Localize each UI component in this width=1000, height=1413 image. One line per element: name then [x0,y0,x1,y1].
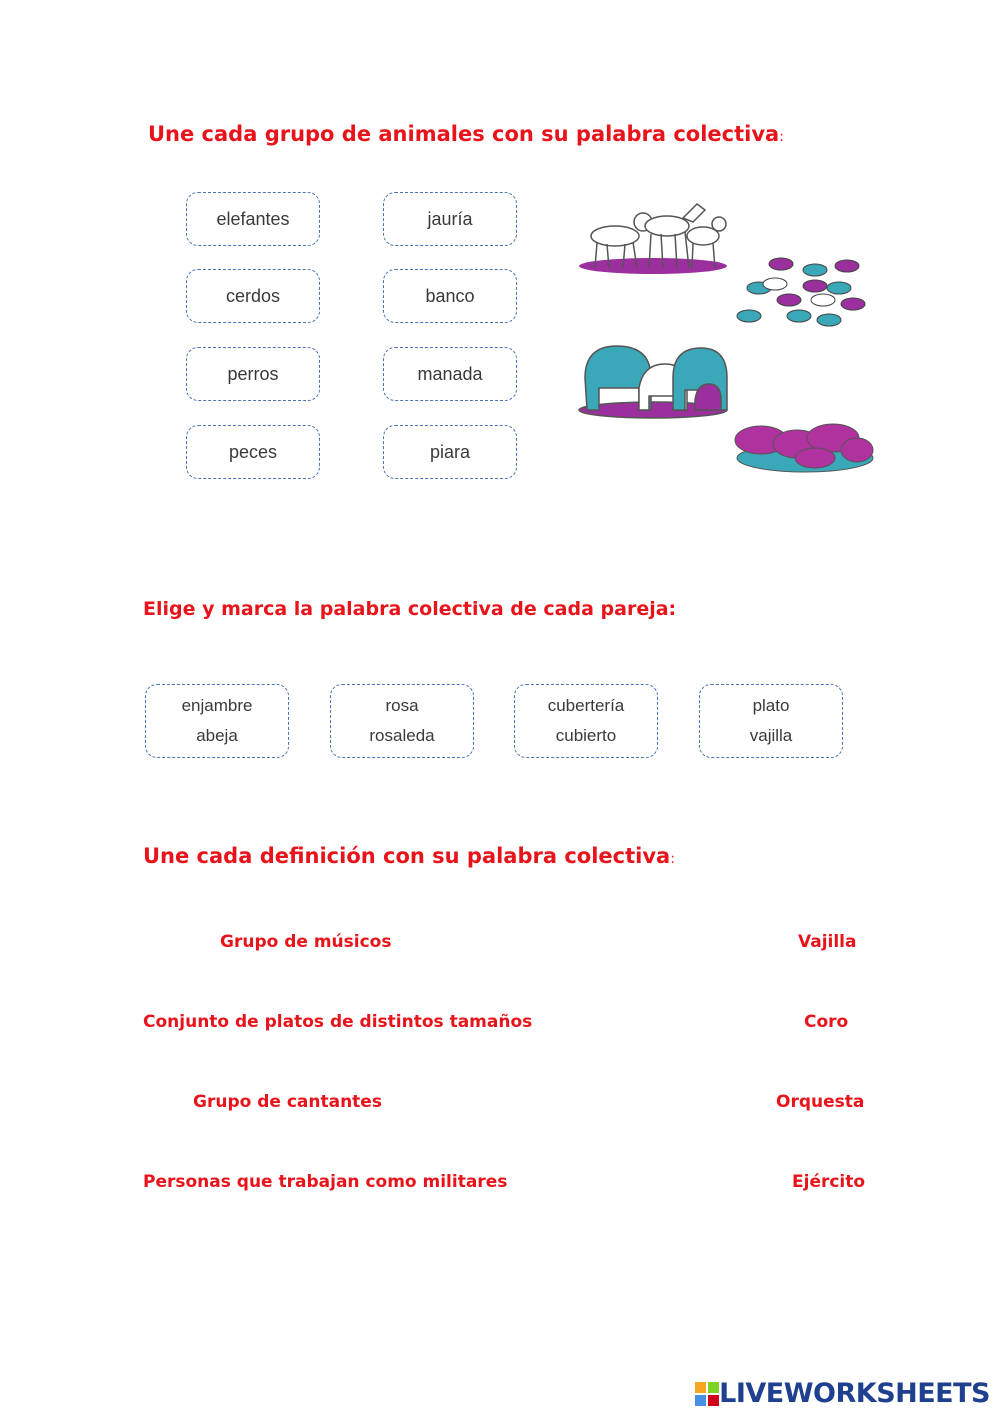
pair-box-1 [145,684,289,758]
pair-option-rosa[interactable]: rosa [385,696,419,715]
collective-word-item[interactable]: Orquesta [776,1092,865,1112]
definition-item[interactable]: Personas que trabajan como militares [143,1172,508,1192]
pair-option-rosaleda[interactable]: rosaleda [369,726,435,745]
definition-item[interactable]: Conjunto de platos de distintos tamaños [143,1012,533,1032]
pair-box-4 [699,684,843,758]
collective-word-item[interactable]: Vajilla [798,932,857,952]
section1-heading: Une cada grupo de animales con su palabra colectiva: [148,122,784,146]
pair-option-abeja[interactable]: abeja [196,726,238,745]
collective-box-banco[interactable]: banco [383,269,517,323]
collective-word-item[interactable]: Ejército [792,1172,866,1192]
pair-box-2 [330,684,474,758]
collective-box-jauria[interactable]: jauría [383,192,517,246]
pigs-group-icon[interactable] [735,424,873,472]
animal-box-elefantes[interactable]: elefantes [186,192,320,246]
animal-box-perros[interactable]: perros [186,347,320,401]
animal-illustrations [575,188,875,478]
pair-option-vajilla[interactable]: vajilla [749,726,793,745]
animal-box-cerdos[interactable]: cerdos [186,269,320,323]
collective-box-piara[interactable]: piara [383,425,517,479]
section2-heading: Elige y marca la palabra colectiva de cada pareja: [143,598,677,620]
elephants-herd-icon[interactable] [579,346,727,418]
liveworksheets-logo [695,1378,990,1409]
pair-option-plato[interactable]: plato [752,696,790,715]
fish-school-icon[interactable] [737,258,865,326]
pair-option-cubierto[interactable]: cubierto [555,726,617,745]
liveworksheets-logo-icon [695,1382,719,1406]
pair-option-cuberteria[interactable]: cubertería [547,696,625,715]
collective-box-manada[interactable]: manada [383,347,517,401]
animal-box-peces[interactable]: peces [186,425,320,479]
section3-heading: Une cada definición con su palabra colectiva: [143,844,675,868]
pair-option-enjambre[interactable]: enjambre [181,696,253,715]
definition-item[interactable]: Grupo de músicos [220,932,392,952]
definition-item[interactable]: Grupo de cantantes [193,1092,382,1112]
liveworksheets-logo-text: LIVEWORKSHEETS [719,1378,990,1409]
dogs-group-icon[interactable] [579,204,727,274]
pair-box-3 [514,684,658,758]
collective-word-item[interactable]: Coro [804,1012,849,1032]
